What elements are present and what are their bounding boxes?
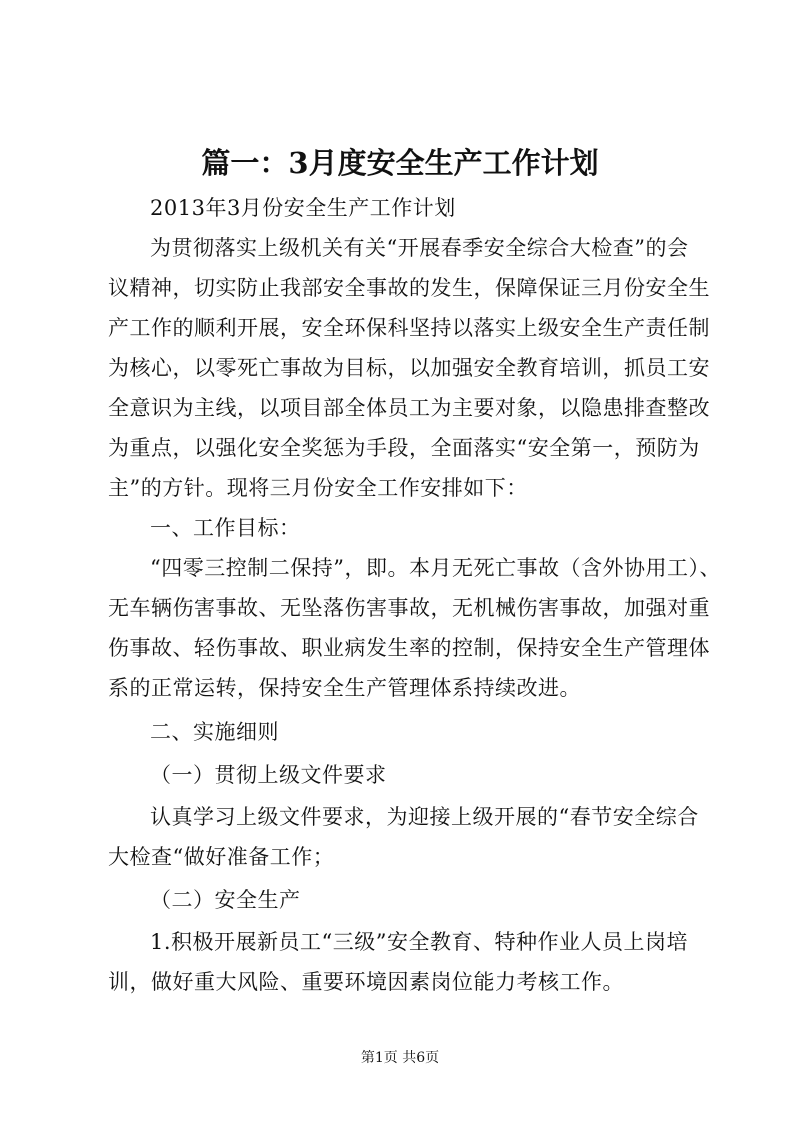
body-line: 大检查“做好准备工作； <box>108 845 335 869</box>
body-line: 认真学习上级文件要求，为迎接上级开展的“春节安全综合 <box>150 805 699 829</box>
body-line: 1.积极开展新员工“三级”安全教育、特种作业人员上岗培 <box>150 930 689 954</box>
body-line: 产工作的顺利开展，安全环保科坚持以落实上级安全生产责任制 <box>108 316 710 340</box>
body-line: “四零三控制二保持”，即。本月无死亡事故（含外协用工）、 <box>150 556 721 580</box>
page-number: 第1页 共6页 <box>360 1050 440 1066</box>
body-line: 议精神，切实防止我部安全事故的发生，保障保证三月份安全生 <box>108 276 710 300</box>
page-title: 篇一：3月度安全生产工作计划 <box>201 146 599 180</box>
section-heading: 一、工作目标： <box>150 516 301 540</box>
subsection-heading: （一）贯彻上级文件要求 <box>150 763 387 787</box>
section-heading: 二、实施细则 <box>150 720 279 744</box>
body-line: 全意识为主线，以项目部全体员工为主要对象，以隐患排查整改 <box>108 396 710 420</box>
body-line: 系的正常运转，保持安全生产管理体系持续改进。 <box>108 676 581 700</box>
body-line: 为核心，以零死亡事故为目标，以加强安全教育培训，抓员工安 <box>108 356 710 380</box>
body-line: 训，做好重大风险、重要环境因素岗位能力考核工作。 <box>108 970 624 994</box>
body-line: 为重点，以强化安全奖惩为手段，全面落实“安全第一，预防为 <box>108 436 700 460</box>
body-line: 主”的方针。现将三月份安全工作安排如下： <box>108 476 528 500</box>
body-line: 伤事故、轻伤事故、职业病发生率的控制，保持安全生产管理体 <box>108 636 710 660</box>
subsection-heading: （二）安全生产 <box>150 888 301 912</box>
body-line: 为贯彻落实上级机关有关“开展春季安全综合大检查”的会 <box>150 236 689 260</box>
body-line: 无车辆伤害事故、无坠落伤害事故，无机械伤害事故，加强对重 <box>108 596 710 620</box>
body-line: 2013年3月份安全生产工作计划 <box>150 196 456 220</box>
